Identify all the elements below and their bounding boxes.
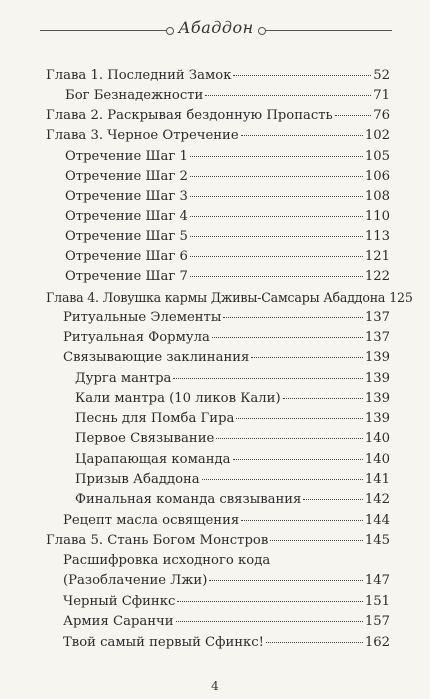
toc-entry (75, 431, 390, 447)
leader-dots (190, 215, 363, 217)
toc-entry (75, 452, 390, 468)
leader-dots (236, 417, 362, 419)
toc-entry-page: 125 (389, 290, 413, 305)
toc-entry-first-line (63, 553, 390, 569)
toc-entry-label: Первое Связывание (75, 431, 215, 446)
toc-entry-page: 110 (364, 209, 390, 224)
leader-dots (190, 255, 363, 257)
toc-entry-label: Отречение Шаг 6 (65, 249, 188, 264)
leader-dots (205, 94, 371, 96)
toc-entry (46, 533, 390, 549)
toc-entry-page: 147 (364, 573, 390, 588)
toc-entry-page: 106 (364, 169, 390, 184)
leader-dots (223, 316, 362, 318)
toc-entry-label: Ритуальные Элементы (63, 310, 222, 325)
toc-entry-page: 162 (364, 635, 390, 650)
toc-entry-page: 102 (364, 128, 390, 143)
leader-dots (216, 437, 363, 439)
leader-dots (212, 336, 363, 338)
toc-entry-label: Глава 5. Стань Богом Монстров (46, 533, 269, 548)
toc-entry (46, 290, 413, 306)
toc-entry-page: 145 (364, 533, 390, 548)
toc-entry (63, 310, 390, 326)
toc-entry-label: Отречение Шаг 7 (65, 269, 188, 284)
toc-entry-label: Отречение Шаг 3 (65, 189, 188, 204)
toc-entry (65, 209, 390, 225)
leader-dots (335, 114, 371, 116)
toc-entry-page: 121 (364, 249, 390, 264)
toc-entry-label: Отречение Шаг 5 (65, 229, 188, 244)
toc-entry-label: Бог Безнадежности (65, 88, 204, 103)
toc-entry-page: 137 (364, 330, 390, 345)
toc-entry-label: Глава 3. Черное Отречение (46, 128, 239, 143)
toc-entry-page: 139 (364, 350, 390, 365)
toc-entry (75, 371, 390, 387)
toc-entry-label: Песнь для Помба Гира (75, 411, 235, 426)
leader-dots (266, 641, 363, 643)
leader-dots (176, 620, 363, 622)
header-rule-right (262, 30, 392, 31)
toc-entry (65, 189, 390, 205)
toc-entry (63, 330, 390, 346)
toc-entry-label: Отречение Шаг 2 (65, 169, 188, 184)
leader-dots (270, 539, 363, 541)
toc-entry-page: 151 (364, 594, 390, 609)
leader-dots (303, 498, 362, 500)
toc-entry (75, 411, 390, 427)
leader-dots (190, 275, 363, 277)
leader-dots (251, 356, 362, 358)
leader-dots (283, 397, 363, 399)
toc-entry-label: Глава 4. Ловушка кармы Дживы-Самсары Абаддона (46, 290, 386, 305)
toc-entry (63, 350, 390, 366)
toc-entry (65, 229, 390, 245)
toc-entry-page: 141 (364, 472, 390, 487)
page-number: 4 (211, 679, 219, 693)
toc-entry-label: Черный Сфинкс (63, 594, 176, 609)
toc-entry (65, 249, 390, 265)
toc-entry-label: Дурга мантра (75, 371, 172, 386)
leader-dots (241, 519, 363, 521)
toc-entry-page: 140 (364, 431, 390, 446)
leader-dots (173, 377, 362, 379)
leader-dots (190, 175, 363, 177)
toc-entry (46, 68, 390, 84)
leader-dots (190, 195, 363, 197)
leader-dots (241, 134, 363, 136)
toc-entry-page: 76 (373, 108, 390, 123)
toc-entry-page: 122 (364, 269, 390, 284)
toc-entry-page: 157 (364, 614, 390, 629)
toc-entry-label: Рецепт масла освящения (63, 513, 240, 528)
toc-entry-page: 142 (364, 492, 390, 507)
leader-dots (233, 74, 371, 76)
leader-dots (209, 579, 362, 581)
toc-entry-label: Твой самый первый Сфинкс! (63, 635, 264, 650)
toc-entry-page: 139 (364, 411, 390, 426)
toc-entry-label: Финальная команда связывания (75, 492, 302, 507)
toc-entry-label: Армия Саранчи (63, 614, 174, 629)
toc-entry-label: Кали мантра (10 ликов Кали) (75, 391, 281, 406)
toc-entry-page: 139 (364, 371, 390, 386)
toc-entry (63, 513, 390, 529)
toc-entry-page: 139 (364, 391, 390, 406)
toc-entry (63, 573, 390, 589)
toc-entry-page: 108 (364, 189, 390, 204)
toc-entry-page: 71 (373, 88, 390, 103)
toc-entry-page: 105 (364, 149, 390, 164)
toc-entry-label: Отречение Шаг 1 (65, 149, 188, 164)
toc-entry-page: 52 (373, 68, 390, 83)
leader-dots (233, 458, 363, 460)
toc-entry (63, 614, 390, 630)
toc-entry (65, 269, 390, 285)
toc-entry (63, 635, 390, 651)
leader-dots (190, 155, 363, 157)
toc-entry (63, 594, 390, 610)
toc-entry-page: 140 (364, 452, 390, 467)
toc-entry (75, 472, 390, 488)
toc-entry-page: 113 (364, 229, 390, 244)
toc-entry-label: Глава 1. Последний Замок (46, 68, 232, 83)
toc-entry (65, 149, 390, 165)
toc-entry (65, 88, 390, 104)
toc-entry (75, 492, 390, 508)
toc-entry-page: 144 (364, 513, 390, 528)
leader-dots (177, 600, 363, 602)
toc-entry-label-continued: (Разоблачение Лжи) (63, 573, 208, 588)
toc-entry-label: Связывающие заклинания (63, 350, 250, 365)
leader-dots (202, 478, 363, 480)
toc-entry-label: Глава 2. Раскрывая бездонную Пропасть (46, 108, 333, 123)
running-header (40, 16, 392, 42)
header-title: Абаддон (178, 18, 254, 37)
toc-entry-page: 137 (364, 310, 390, 325)
toc-entry-label: Царапающая команда (75, 452, 231, 467)
toc-entry (65, 169, 390, 185)
toc-entry (46, 108, 390, 124)
toc-entry (46, 128, 390, 144)
toc-entry-label: Расшифровка исходного кода (63, 553, 271, 568)
leader-dots (190, 235, 363, 237)
toc-entry-label: Отречение Шаг 4 (65, 209, 188, 224)
toc-entry-label: Призыв Абаддона (75, 472, 200, 487)
toc-entry (75, 391, 390, 407)
toc-entry-label: Ритуальная Формула (63, 330, 210, 345)
